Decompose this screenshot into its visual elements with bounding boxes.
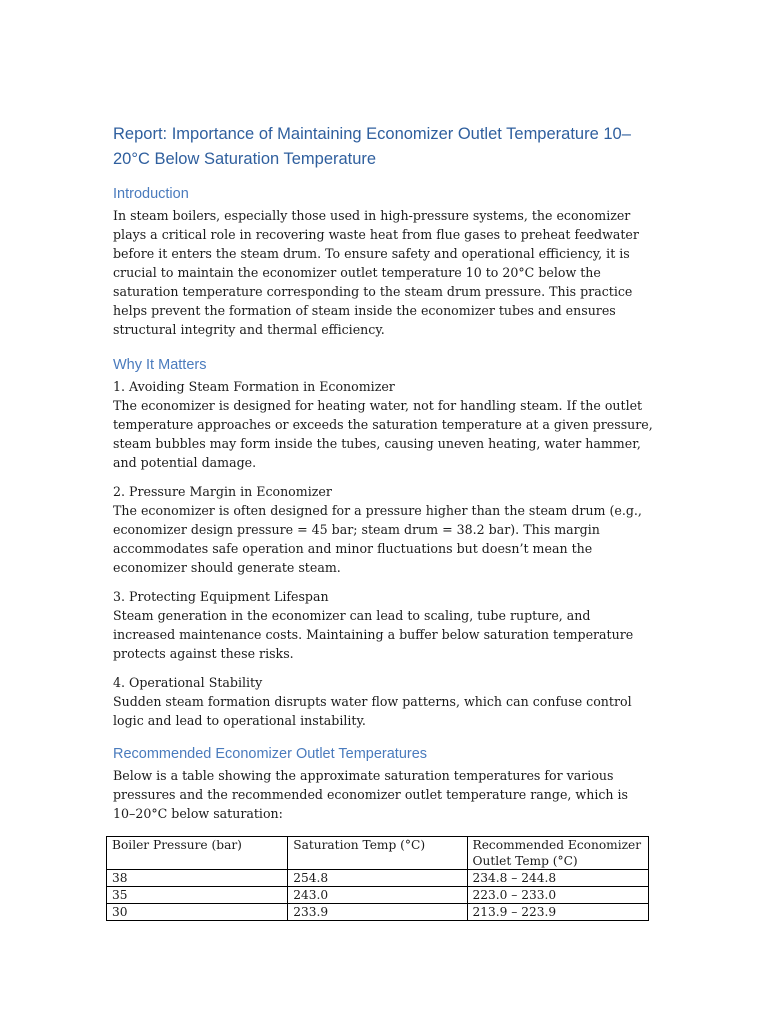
table-header-cell: Boiler Pressure (bar): [107, 837, 288, 870]
table-cell: 254.8: [288, 870, 467, 887]
table-cell: 233.9: [288, 904, 467, 921]
table-header-row: [107, 837, 649, 870]
table-cell: 35: [107, 887, 288, 904]
recommended-section: [113, 744, 653, 921]
table-cell: 213.9 – 223.9: [467, 904, 648, 921]
reason-item: [113, 377, 653, 472]
reason-title: 4. Operational Stability: [113, 675, 263, 690]
table-cell: 234.8 – 244.8: [467, 870, 648, 887]
why-it-matters-heading: Why It Matters: [113, 357, 207, 373]
document-page: [113, 122, 653, 929]
temperature-table: [106, 836, 649, 921]
table-header-cell: Saturation Temp (°C): [288, 837, 467, 870]
table-cell: 223.0 – 233.0: [467, 887, 648, 904]
reason-title: 3. Protecting Equipment Lifespan: [113, 589, 329, 604]
report-title: Report: Importance of Maintaining Economizer Outlet Temperature 10–20°C Below Saturation Temperature: [113, 125, 631, 168]
reason-body: The economizer is designed for heating water, not for handling steam. If the outlet temperature approaches or exceeds the saturation temperature at a given pressure, steam bubbles may form inside the tubes, causing uneven heating, water hammer, and potential damage.: [113, 398, 653, 470]
introduction-text: In steam boilers, especially those used in high-pressure systems, the economizer plays a critical role in recovering waste heat from flue gases to preheat feedwater before it enters the steam drum. To ensure safety and operational efficiency, it is crucial to maintain the economizer outlet temperature 10 to 20°C below the saturation temperature corresponding to the steam drum pressure. This practice helps prevent the formation of steam inside the economizer tubes and ensures structural integrity and thermal efficiency.: [113, 208, 639, 337]
reason-item: [113, 587, 653, 663]
reason-body: Steam generation in the economizer can lead to scaling, tube rupture, and increased maintenance costs. Maintaining a buffer below saturation temperature protects against these risks.: [113, 608, 634, 661]
reason-item: [113, 482, 653, 577]
introduction-section: [113, 184, 653, 339]
recommended-heading: Recommended Economizer Outlet Temperatures: [113, 746, 428, 762]
introduction-heading: Introduction: [113, 186, 189, 202]
reason-title: 1. Avoiding Steam Formation in Economizer: [113, 379, 395, 394]
recommended-text: Below is a table showing the approximate saturation temperatures for various pressures and the recommended economizer outlet temperature range, which is 10–20°C below saturation:: [113, 768, 629, 821]
table-header-cell: Recommended Economizer Outlet Temp (°C): [467, 837, 648, 870]
table-cell: 38: [107, 870, 288, 887]
why-it-matters-section: [113, 355, 653, 730]
table-row: [107, 887, 649, 904]
reason-item: [113, 673, 653, 730]
reason-body: The economizer is often designed for a pressure higher than the steam drum (e.g., economizer design pressure = 45 bar; steam drum = 38.2 bar). This margin accommodates safe operation and minor fluctuations but doesn’t mean the economizer should generate steam.: [113, 503, 642, 575]
reason-title: 2. Pressure Margin in Economizer: [113, 484, 332, 499]
table-cell: 243.0: [288, 887, 467, 904]
table-row: [107, 904, 649, 921]
table-row: [107, 870, 649, 887]
reason-body: Sudden steam formation disrupts water flow patterns, which can confuse control logic and lead to operational instability.: [113, 694, 632, 728]
table-cell: 30: [107, 904, 288, 921]
